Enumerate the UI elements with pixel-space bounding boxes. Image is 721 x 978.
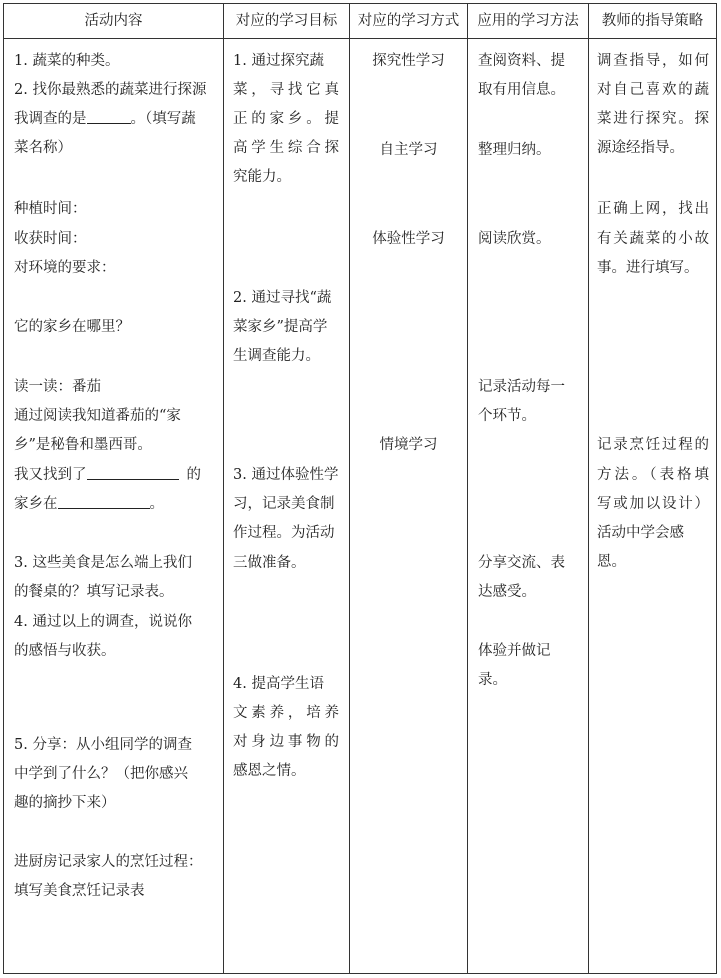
found-suffix: 的 bbox=[186, 467, 201, 483]
goal-1-line-3: 正的家乡。提 bbox=[233, 111, 339, 127]
goal-2-line-1: 2. 通过寻找“蔬 bbox=[233, 290, 332, 306]
kitchen-line-1: 进厨房记录家人的烹饪过程： bbox=[14, 854, 203, 870]
hometown-suffix: 。 bbox=[149, 496, 164, 512]
method-4-line-2: 个环节。 bbox=[478, 408, 536, 424]
method-4-line-1: 记录活动每一 bbox=[478, 379, 565, 395]
activity-item-2-line-1: 2. 找你最熟悉的蔬菜进行探源 bbox=[14, 82, 207, 98]
method-5-line-2: 达感受。 bbox=[478, 584, 536, 600]
strategy-2-line-1: 正确上网，找出 bbox=[597, 201, 709, 217]
header-activity-content: 活动内容 bbox=[84, 13, 143, 29]
goal-1-line-5: 究能力。 bbox=[233, 169, 291, 185]
item-2-suffix: 。（填写蔬 bbox=[130, 111, 196, 127]
method-1-line-2: 取有用信息。 bbox=[478, 82, 565, 98]
planting-time-label: 种植时间： bbox=[14, 201, 87, 217]
activity-item-3-line-2: 的餐桌的？填写记录表。 bbox=[14, 584, 174, 600]
hometown-question: 它的家乡在哪里？ bbox=[14, 319, 130, 335]
vegetable-name-blank bbox=[87, 109, 131, 124]
strategy-3-line-4: 活动中学会感恩。 bbox=[597, 525, 684, 570]
strategy-1-line-4: 源途经指导。 bbox=[597, 140, 684, 156]
goal-1-line-4: 高学生综合探 bbox=[233, 140, 339, 156]
harvest-time-label: 收获时间： bbox=[14, 231, 87, 247]
goal-4-line-4: 感恩之情。 bbox=[233, 763, 306, 779]
goal-1-line-1: 1. 通过探究蔬 bbox=[233, 53, 324, 69]
strategy-2-line-2: 有关蔬菜的小故 bbox=[597, 231, 709, 247]
kitchen-line-2: 填写美食烹饪记录表 bbox=[14, 883, 145, 899]
method-3: 阅读欣赏。 bbox=[478, 231, 551, 247]
method-1-line-1: 查阅资料、提 bbox=[478, 53, 565, 69]
item-2-prefix: 我调查的是 bbox=[14, 111, 87, 127]
reading-title: 读一读：番茄 bbox=[14, 379, 101, 395]
style-experiential: 体验性学习 bbox=[372, 231, 445, 247]
style-inquiry: 探究性学习 bbox=[372, 53, 445, 69]
found-line-2 bbox=[14, 490, 216, 519]
hometown-prefix: 家乡在 bbox=[14, 496, 58, 512]
goal-3-line-2: 习，记录美食制 bbox=[233, 496, 335, 512]
strategy-1-line-1: 调查指导，如何 bbox=[597, 53, 709, 69]
found-line-1 bbox=[14, 461, 216, 490]
reading-line-1: 通过阅读我知道番茄的“家 bbox=[14, 408, 181, 424]
column-divider-4 bbox=[588, 4, 589, 973]
reading-line-2: 乡”是秘鲁和墨西哥。 bbox=[14, 437, 152, 453]
goal-4-line-3: 对身边事物的 bbox=[233, 734, 339, 750]
header-learning-style: 对应的学习方式 bbox=[357, 13, 460, 29]
environment-requirement-label: 对环境的要求： bbox=[14, 260, 116, 276]
goal-3-line-4: 三做准备。 bbox=[233, 555, 306, 571]
goal-2-line-2: 菜家乡”提高学 bbox=[233, 319, 328, 335]
teacher-strategy-cell bbox=[597, 38, 709, 968]
activity-item-2-line-3: 菜名称） bbox=[14, 140, 72, 156]
method-6: 体验并做记录。 bbox=[478, 643, 551, 688]
found-vegetable-blank bbox=[87, 465, 179, 480]
learning-method-cell bbox=[478, 38, 578, 968]
strategy-3-line-1: 记录烹饪过程的 bbox=[597, 437, 709, 453]
goal-3-line-1: 3. 通过体验性学 bbox=[233, 467, 339, 483]
goal-3-line-3: 作过程。为活动 bbox=[233, 525, 335, 541]
activity-item-2-line-2 bbox=[14, 105, 216, 134]
activity-item-3-line-1: 3. 这些美食是怎么端上我们 bbox=[14, 555, 192, 571]
activity-content-cell bbox=[14, 38, 216, 968]
strategy-1-line-2: 对自己喜欢的蔬 bbox=[597, 82, 709, 98]
learning-style-cell bbox=[350, 38, 467, 968]
strategy-3-line-3: 写或加以设计） bbox=[597, 496, 709, 512]
style-self-directed: 自主学习 bbox=[379, 142, 438, 158]
column-divider-1 bbox=[223, 4, 224, 973]
header-teacher-strategy: 教师的指导策略 bbox=[601, 13, 704, 29]
goal-4-line-1: 4. 提高学生语 bbox=[233, 676, 324, 692]
goal-2-line-3: 生调查能力。 bbox=[233, 348, 320, 364]
hometown-blank bbox=[58, 494, 150, 509]
column-divider-3 bbox=[467, 4, 468, 973]
method-2: 整理归纳。 bbox=[478, 142, 551, 158]
activity-item-1: 1. 蔬菜的种类。 bbox=[14, 53, 120, 69]
header-learning-goal: 对应的学习目标 bbox=[235, 13, 338, 29]
strategy-2-line-3: 事。进行填写。 bbox=[597, 260, 699, 276]
learning-goal-cell bbox=[233, 38, 339, 968]
activity-table bbox=[3, 3, 717, 974]
style-situational: 情境学习 bbox=[379, 437, 438, 453]
activity-item-5-line-3: 趣的摘抄下来） bbox=[14, 795, 116, 811]
goal-1-line-2: 菜，寻找它真 bbox=[233, 82, 339, 98]
activity-item-4-line-1: 4. 通过以上的调查，说说你 bbox=[14, 614, 192, 630]
goal-4-line-2: 文素养，培养 bbox=[233, 705, 339, 721]
activity-item-4-line-2: 的感悟与收获。 bbox=[14, 643, 116, 659]
strategy-3-line-2: 方法。（表格填 bbox=[597, 467, 709, 483]
activity-item-5-line-2: 中学到了什么？（把你感兴 bbox=[14, 766, 188, 782]
header-learning-method: 应用的学习方法 bbox=[477, 13, 579, 29]
found-prefix: 我又找到了 bbox=[14, 467, 87, 483]
strategy-1-line-3: 菜进行探究。探 bbox=[597, 111, 709, 127]
method-5-line-1: 分享交流、表 bbox=[478, 555, 565, 571]
activity-item-5-line-1: 5. 分享：从小组同学的调查 bbox=[14, 737, 192, 753]
